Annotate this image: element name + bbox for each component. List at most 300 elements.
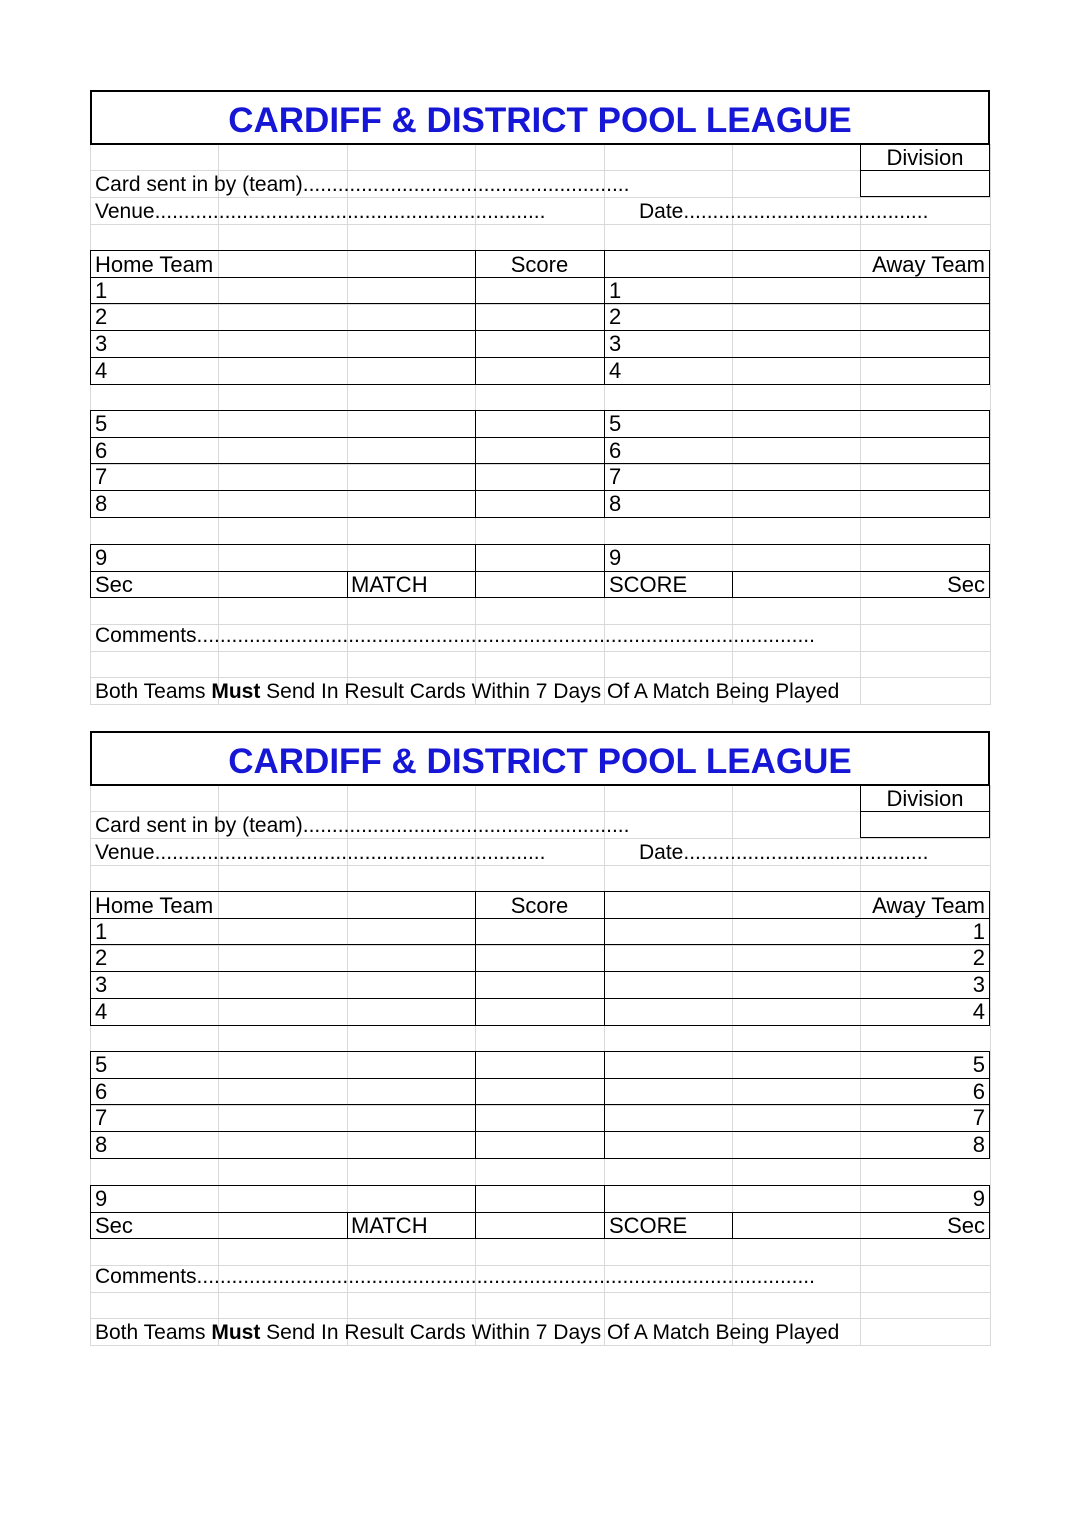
sheet-cell	[218, 597, 348, 625]
notice-pre: Both Teams	[95, 680, 212, 703]
sheet-cell	[860, 437, 991, 465]
sheet-cell	[218, 437, 348, 465]
sheet-cell	[860, 1025, 991, 1052]
sheet-cell	[860, 357, 991, 385]
sheet-cell	[860, 811, 991, 839]
sheet-cell	[604, 1158, 733, 1186]
sheet-cell	[475, 517, 605, 545]
table-border	[90, 303, 990, 304]
sheet-cell	[90, 998, 219, 1026]
sheet-cell	[347, 464, 476, 491]
sheet-cell	[732, 410, 861, 438]
sheet-cell	[732, 865, 861, 892]
sheet-cell	[218, 945, 348, 972]
sheet-cell	[347, 250, 476, 278]
table-border	[989, 1051, 990, 1159]
table-border	[90, 784, 990, 786]
sheet-cell	[732, 384, 861, 411]
sheet-cell	[475, 330, 605, 358]
table-border	[475, 544, 476, 598]
away-frame-number: 3	[972, 972, 985, 997]
sheet-cell	[90, 517, 219, 545]
sheet-cell	[347, 1025, 476, 1052]
sheet-cell	[90, 384, 219, 411]
sheet-cell	[860, 384, 991, 411]
sheet-cell	[860, 544, 991, 572]
sheet-cell	[475, 998, 605, 1026]
sheet-cell	[604, 651, 733, 678]
sheet-cell	[604, 277, 733, 305]
table-border	[475, 410, 476, 518]
home-frame-number: 5	[95, 1052, 108, 1077]
table-border	[90, 1051, 91, 1159]
sheet-cell	[732, 1158, 861, 1186]
sheet-cell	[90, 224, 219, 251]
away-team-header: Away Team	[872, 252, 985, 277]
away-frame-number: 6	[609, 438, 622, 463]
table-border	[90, 891, 990, 892]
sheet-cell	[475, 1158, 605, 1186]
sheet-cell	[604, 785, 733, 812]
sheet-cell	[860, 224, 991, 251]
sheet-cell	[604, 330, 733, 358]
sheet-cell	[90, 918, 219, 946]
home-frame-number: 4	[95, 358, 108, 383]
sheet-cell	[475, 1105, 605, 1132]
venue-label: Venue...................................................................	[95, 841, 546, 864]
sheet-cell	[347, 597, 476, 625]
table-border	[90, 1025, 990, 1026]
card-sent-label: Card sent in by (team)........................................................	[95, 173, 630, 196]
sheet-cell	[860, 170, 991, 198]
sheet-cell	[347, 891, 476, 919]
sheet-cell	[347, 651, 476, 678]
table-border	[604, 410, 605, 518]
home-sec-label: Sec	[95, 1213, 133, 1238]
sheet-cell	[860, 464, 991, 491]
sheet-cell	[90, 277, 219, 305]
away-frame-number: 3	[609, 331, 622, 356]
date-label: Date..........................................	[639, 200, 929, 223]
away-frame-number: 2	[972, 945, 985, 970]
home-frame-number: 7	[95, 1105, 108, 1130]
table-border	[90, 517, 990, 518]
sheet-cell	[218, 651, 348, 678]
sheet-cell	[218, 1158, 348, 1186]
sheet-cell	[604, 224, 733, 251]
notice-post: Send In Result Cards Within 7 Days Of A Match Being Played	[260, 1321, 840, 1344]
sheet-cell	[604, 464, 733, 491]
match-label: MATCH	[351, 572, 428, 597]
sheet-cell	[347, 1105, 476, 1132]
sheet-cell	[732, 437, 861, 465]
home-frame-number: 3	[95, 331, 108, 356]
sheet-cell	[218, 918, 348, 946]
sheet-cell	[218, 357, 348, 385]
sheet-cell	[604, 1292, 733, 1319]
table-border	[475, 1051, 476, 1159]
sheet-cell	[860, 490, 991, 518]
home-frame-number: 9	[95, 1186, 108, 1211]
sheet-cell	[475, 490, 605, 518]
away-frame-number: 8	[972, 1132, 985, 1157]
sheet-cell	[218, 1078, 348, 1106]
sheet-cell	[218, 998, 348, 1026]
sheet-cell	[347, 1051, 476, 1079]
sheet-cell	[732, 330, 861, 358]
table-border	[989, 410, 990, 518]
sheet-cell	[604, 384, 733, 411]
sheet-cell	[475, 971, 605, 999]
sheet-cell	[90, 865, 219, 892]
sheet-cell	[347, 490, 476, 518]
sheet-cell	[860, 865, 991, 892]
sheet-cell	[475, 785, 605, 812]
sheet-cell	[90, 1158, 219, 1186]
sheet-cell	[90, 945, 219, 972]
sheet-cell	[90, 651, 219, 678]
sheet-cell	[732, 1238, 861, 1266]
sheet-cell	[218, 304, 348, 331]
sheet-cell	[475, 1131, 605, 1159]
match-label: MATCH	[351, 1213, 428, 1238]
sheet-cell	[475, 597, 605, 625]
sheet-cell	[218, 1212, 348, 1239]
score-caps-label: SCORE	[609, 1213, 688, 1238]
sheet-cell	[604, 544, 733, 572]
sheet-cell	[475, 571, 605, 598]
sheet-cell	[347, 1158, 476, 1186]
home-frame-number: 1	[95, 919, 108, 944]
score-header: Score	[510, 893, 569, 918]
sheet-cell	[90, 304, 219, 331]
away-frame-number: 5	[609, 411, 622, 436]
sheet-cell	[732, 544, 861, 572]
table-border	[90, 544, 990, 545]
sheet-cell	[732, 464, 861, 491]
sheet-cell	[475, 1238, 605, 1266]
comments-label: Comments..........................................................................................................	[95, 624, 815, 647]
sheet-cell	[860, 624, 991, 652]
card-sent-label: Card sent in by (team)........................................................	[95, 814, 630, 837]
table-border	[347, 571, 348, 598]
sheet-cell	[475, 357, 605, 385]
sheet-cell	[860, 1158, 991, 1186]
sheet-cell	[347, 224, 476, 251]
sheet-cell	[90, 971, 219, 999]
sheet-cell	[475, 464, 605, 491]
sheet-cell	[218, 384, 348, 411]
division-label: Division	[886, 786, 964, 811]
sheet-cell	[347, 1131, 476, 1159]
home-frame-number: 8	[95, 1132, 108, 1157]
sheet-cell	[90, 357, 219, 385]
home-team-header: Home Team	[95, 252, 214, 277]
sheet-cell	[475, 1051, 605, 1079]
sheet-cell	[90, 464, 219, 491]
table-border	[90, 410, 91, 518]
sheet-cell	[218, 1105, 348, 1132]
table-border	[90, 463, 990, 464]
sheet-cell	[347, 410, 476, 438]
sheet-cell	[218, 1025, 348, 1052]
table-border	[347, 1212, 348, 1239]
sheet-cell	[732, 517, 861, 545]
sheet-cell	[90, 330, 219, 358]
sheet-cell	[347, 357, 476, 385]
result-card-2	[90, 731, 990, 1371]
away-team-header: Away Team	[872, 893, 985, 918]
sheet-cell	[218, 1051, 348, 1079]
away-frame-number: 9	[972, 1186, 985, 1211]
table-border	[90, 384, 990, 385]
venue-label: Venue...................................................................	[95, 200, 546, 223]
sheet-cell	[475, 437, 605, 465]
sheet-cell	[475, 410, 605, 438]
sheet-cell	[90, 597, 219, 625]
sheet-cell	[475, 224, 605, 251]
table-border	[90, 330, 990, 331]
table-border	[90, 891, 91, 1026]
sheet-cell	[604, 437, 733, 465]
home-frame-number: 8	[95, 491, 108, 516]
home-frame-number: 9	[95, 545, 108, 570]
sheet-cell	[347, 304, 476, 331]
away-frame-number: 2	[609, 304, 622, 329]
sheet-cell	[860, 1318, 991, 1346]
sheet-cell	[732, 811, 861, 839]
sheet-cell	[732, 277, 861, 305]
sheet-cell	[347, 971, 476, 999]
home-frame-number: 5	[95, 411, 108, 436]
date-label: Date..........................................	[639, 841, 929, 864]
away-sec-label: Sec	[947, 1213, 985, 1238]
notice-bold: Must	[211, 1321, 261, 1344]
table-border	[475, 1185, 476, 1239]
sheet-cell	[90, 1238, 219, 1266]
sheet-cell	[475, 865, 605, 892]
sheet-cell	[90, 490, 219, 518]
sheet-cell	[604, 304, 733, 331]
sheet-cell	[604, 517, 733, 545]
away-frame-number: 6	[972, 1079, 985, 1104]
table-border	[90, 1158, 990, 1159]
sheet-cell	[732, 785, 861, 812]
sheet-cell	[218, 250, 348, 278]
sheet-cell	[90, 544, 219, 572]
sheet-cell	[218, 330, 348, 358]
sheet-cell	[860, 1292, 991, 1319]
sheet-cell	[90, 1185, 219, 1213]
sheet-cell	[218, 865, 348, 892]
sheet-cell	[475, 651, 605, 678]
away-sec-label: Sec	[947, 572, 985, 597]
sheet-cell	[604, 490, 733, 518]
sheet-cell	[732, 170, 861, 198]
division-label: Division	[886, 145, 964, 170]
sheet-cell	[347, 865, 476, 892]
page-title: CARDIFF & DISTRICT POOL LEAGUE	[228, 101, 852, 140]
table-border	[860, 196, 990, 197]
home-frame-number: 3	[95, 972, 108, 997]
sheet-cell	[218, 891, 348, 919]
sheet-cell	[860, 1238, 991, 1266]
sheet-cell	[860, 304, 991, 331]
sheet-cell	[347, 437, 476, 465]
away-frame-number: 4	[972, 999, 985, 1024]
sheet-cell	[604, 597, 733, 625]
home-frame-number: 4	[95, 999, 108, 1024]
away-frame-number: 4	[609, 358, 622, 383]
sheet-cell	[604, 144, 733, 171]
sheet-cell	[475, 1212, 605, 1239]
sheet-cell	[90, 1131, 219, 1159]
table-border	[989, 891, 990, 1026]
away-frame-number: 7	[609, 464, 622, 489]
sheet-cell	[604, 865, 733, 892]
table-border	[860, 837, 990, 838]
home-frame-number: 2	[95, 304, 108, 329]
sheet-cell	[860, 1265, 991, 1293]
sheet-cell	[475, 1292, 605, 1319]
sheet-cell	[860, 410, 991, 438]
home-frame-number: 2	[95, 945, 108, 970]
sheet-cell	[475, 1185, 605, 1213]
sheet-cell	[218, 1131, 348, 1159]
sheet-cell	[347, 945, 476, 972]
home-sec-label: Sec	[95, 572, 133, 597]
sheet-cell	[347, 330, 476, 358]
sheet-cell	[475, 918, 605, 946]
sheet-cell	[475, 144, 605, 171]
home-frame-number: 7	[95, 464, 108, 489]
away-frame-number: 8	[609, 491, 622, 516]
sheet-cell	[732, 224, 861, 251]
sheet-cell	[860, 677, 991, 705]
sheet-cell	[347, 785, 476, 812]
sheet-cell	[218, 410, 348, 438]
notice-text	[95, 679, 839, 705]
sheet-cell	[604, 410, 733, 438]
sheet-cell	[90, 410, 219, 438]
sheet-cell	[475, 1025, 605, 1052]
home-frame-number: 6	[95, 1079, 108, 1104]
table-border	[90, 490, 990, 491]
sheet-cell	[732, 597, 861, 625]
sheet-cell	[860, 651, 991, 678]
sheet-cell	[347, 998, 476, 1026]
sheet-cell	[218, 571, 348, 598]
away-frame-number: 9	[609, 545, 622, 570]
score-caps-label: SCORE	[609, 572, 688, 597]
sheet-cell	[90, 1292, 219, 1319]
result-card-1	[90, 90, 990, 730]
sheet-cell	[604, 357, 733, 385]
notice-pre: Both Teams	[95, 1321, 212, 1344]
sheet-cell	[90, 1051, 219, 1079]
sheet-cell	[732, 1292, 861, 1319]
sheet-cell	[218, 277, 348, 305]
sheet-cell	[347, 1185, 476, 1213]
sheet-cell	[860, 597, 991, 625]
table-border	[989, 250, 990, 385]
table-border	[90, 731, 990, 733]
sheet-cell	[347, 517, 476, 545]
sheet-cell	[475, 277, 605, 305]
sheet-cell	[90, 1105, 219, 1132]
away-frame-number: 1	[972, 919, 985, 944]
sheet-cell	[732, 144, 861, 171]
sheet-cell	[347, 384, 476, 411]
sheet-cell	[218, 971, 348, 999]
table-border	[90, 250, 91, 385]
sheet-cell	[90, 437, 219, 465]
sheet-cell	[860, 330, 991, 358]
sheet-cell	[732, 1025, 861, 1052]
notice-post: Send In Result Cards Within 7 Days Of A Match Being Played	[260, 680, 840, 703]
sheet-cell	[218, 224, 348, 251]
table-border	[90, 250, 990, 251]
sheet-cell	[90, 1078, 219, 1106]
away-frame-number: 5	[972, 1052, 985, 1077]
sheet-cell	[218, 1238, 348, 1266]
sheet-cell	[475, 544, 605, 572]
sheet-cell	[732, 490, 861, 518]
sheet-cell	[218, 544, 348, 572]
table-border	[604, 544, 605, 598]
table-border	[90, 90, 990, 92]
sheet-cell	[218, 785, 348, 812]
table-border	[90, 143, 990, 145]
home-frame-number: 6	[95, 438, 108, 463]
sheet-cell	[347, 1078, 476, 1106]
home-team-header: Home Team	[95, 893, 214, 918]
sheet-cell	[218, 1185, 348, 1213]
sheet-cell	[90, 1025, 219, 1052]
table-border	[90, 437, 990, 438]
home-frame-number: 1	[95, 278, 108, 303]
sheet-cell	[347, 1238, 476, 1266]
sheet-cell	[347, 277, 476, 305]
sheet-cell	[218, 490, 348, 518]
page-title: CARDIFF & DISTRICT POOL LEAGUE	[228, 742, 852, 781]
away-frame-number: 7	[972, 1105, 985, 1130]
sheet-cell	[218, 464, 348, 491]
sheet-cell	[732, 651, 861, 678]
notice-text	[95, 1320, 839, 1346]
sheet-cell	[347, 144, 476, 171]
sheet-cell	[347, 918, 476, 946]
sheet-cell	[218, 517, 348, 545]
sheet-cell	[475, 384, 605, 411]
sheet-cell	[860, 517, 991, 545]
sheet-cell	[604, 1025, 733, 1052]
sheet-cell	[218, 144, 348, 171]
table-border	[90, 410, 990, 411]
sheet-cell	[218, 1292, 348, 1319]
sheet-cell	[347, 1292, 476, 1319]
score-header: Score	[510, 252, 569, 277]
notice-bold: Must	[211, 680, 261, 703]
sheet-cell	[604, 1238, 733, 1266]
sheet-cell	[475, 1078, 605, 1106]
sheet-cell	[732, 357, 861, 385]
sheet-cell	[475, 304, 605, 331]
sheet-cell	[90, 785, 219, 812]
sheet-cell	[90, 144, 219, 171]
away-frame-number: 1	[609, 278, 622, 303]
comments-label: Comments..........................................................................................................	[95, 1265, 815, 1288]
